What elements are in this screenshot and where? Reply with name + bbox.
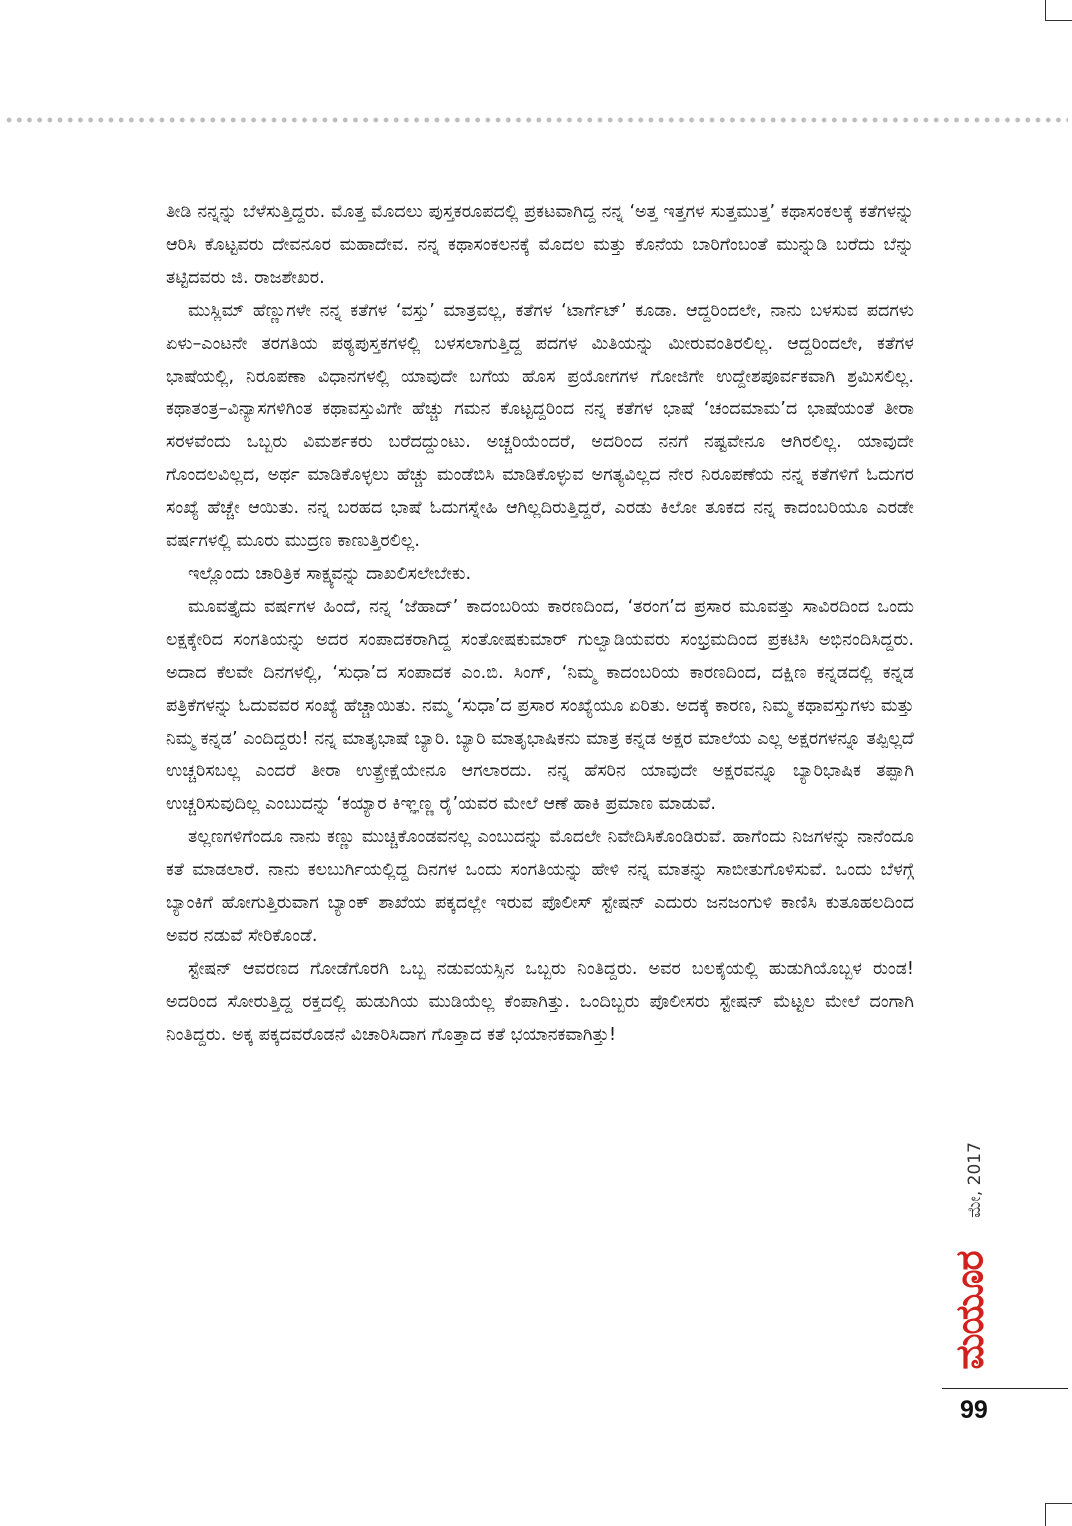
magazine-logo-text: ಮಯೂರ — [947, 1250, 992, 1370]
page-number: 99 — [960, 1396, 988, 1424]
folio-rule — [942, 1388, 1068, 1389]
crop-mark-bottom — [1045, 1503, 1072, 1526]
issue-date — [960, 1130, 990, 1230]
issue-date-text: ಮೇ, 2017 — [965, 1142, 986, 1218]
paragraph-5: ತಲ್ಲಣಗಳಿಗೆಂದೂ ನಾನು ಕಣ್ಣು ಮುಚ್ಚಿಕೊಂಡವನಲ್ಲ ಎಂಬುದನ್ನು ಮೊದಲೇ ನಿವೇದಿಸಿಕೊಂಡಿರುವೆ. ಹಾಗೆಂದು ನಿಜಗಳನ್ನು ನಾನೆಂದೂ ಕತೆ ಮಾಡಲಾರೆ. ನಾನು ಕಲಬುರ್ಗಿಯಲ್ಲಿದ್ದ ದಿನಗಳ ಒಂದು ಸಂಗತಿಯನ್ನು ಹೇಳಿ ನನ್ನ ಮಾತನ್ನು ಸಾಬೀತುಗೊಳಿಸುವೆ. ಒಂದು ಬೆಳಗ್ಗೆ ಬ್ಯಾಂಕಿಗೆ ಹೋಗುತ್ತಿರುವಾಗ ಬ್ಯಾಂಕ್ ಶಾಖೆಯ ಪಕ್ಕದಲ್ಲೇ ಇರುವ ಪೊಲೀಸ್ ಸ್ಟೇಷನ್ ಎದುರು ಜನಜಂಗುಳಿ ಕಾಣಿಸಿ ಕುತೂಹಲದಿಂದ ಅವರ ನಡುವೆ ಸೇರಿಕೊಂಡೆ. — [166, 827, 914, 946]
paragraph-4: ಮೂವತ್ತೈದು ವರ್ಷಗಳ ಹಿಂದೆ, ನನ್ನ ‘ಜೆಹಾದ್’ ಕಾದಂಬರಿಯ ಕಾರಣದಿಂದ, ‘ತರಂಗ’ದ ಪ್ರಸಾರ ಮೂವತ್ತು ಸಾವಿರದಿಂದ ಒಂದು ಲಕ್ಷಕ್ಕೇರಿದ ಸಂಗತಿಯನ್ನು ಅದರ ಸಂಪಾದಕರಾಗಿದ್ದ ಸಂತೋಷಕುಮಾರ್ ಗುಲ್ವಾಡಿಯವರು ಸಂಭ್ರಮದಿಂದ ಪ್ರಕಟಿಸಿ ಅಭಿನಂದಿಸಿದ್ದರು. ಅದಾದ ಕೆಲವೇ ದಿನಗಳಲ್ಲಿ, ‘ಸುಧಾ’ದ ಸಂಪಾದಕ ಎಂ.ಬಿ. ಸಿಂಗ್, ‘ನಿಮ್ಮ ಕಾದಂಬರಿಯ ಕಾರಣದಿಂದ, ದಕ್ಷಿಣ ಕನ್ನಡದಲ್ಲಿ ಕನ್ನಡ ಪತ್ರಿಕೆಗಳನ್ನು ಓದುವವರ ಸಂಖ್ಯೆ ಹೆಚ್ಚಾಯಿತು. ನಮ್ಮ ‘ಸುಧಾ’ದ ಪ್ರಸಾರ ಸಂಖ್ಯೆಯೂ ಏರಿತು. ಅದಕ್ಕೆ ಕಾರಣ, ನಿಮ್ಮ ಕಥಾವಸ್ತುಗಳು ಮತ್ತು ನಿಮ್ಮ ಕನ್ನಡ’ ಎಂದಿದ್ದರು! ನನ್ನ ಮಾತೃಭಾಷೆ ಬ್ಯಾರಿ. ಬ್ಯಾರಿ ಮಾತೃಭಾಷಿಕನು ಮಾತ್ರ ಕನ್ನಡ ಅಕ್ಷರ ಮಾಲೆಯ ಎಲ್ಲ ಅಕ್ಷರಗಳನ್ನೂ ತಪ್ಪಿಲ್ಲದೆ ಉಚ್ಚರಿಸಬಲ್ಲ ಎಂದರೆ ತೀರಾ ಉತ್ಪ್ರೇಕ್ಷೆಯೇನೂ ಆಗಲಾರದು. ನನ್ನ ಹೆಸರಿನ ಯಾವುದೇ ಅಕ್ಷರವನ್ನೂ ಬ್ಯಾರಿಭಾಷಿಕ ತಪ್ಪಾಗಿ ಉಚ್ಚರಿಸುವುದಿಲ್ಲ ಎಂಬುದನ್ನು ‘ಕಯ್ಯಾರ ಕಿಞ್ಞಣ್ಣ ರೈ’ಯವರ ಮೇಲೆ ಆಣೆ ಹಾಕಿ ಪ್ರಮಾಣ ಮಾಡುವೆ. — [166, 596, 914, 815]
article-body — [166, 196, 914, 1426]
paragraph-1: ತೀಡಿ ನನ್ನನ್ನು ಬೆಳೆಸುತ್ತಿದ್ದರು. ಮೊತ್ತ ಮೊದಲು ಪುಸ್ತಕರೂಪದಲ್ಲಿ ಪ್ರಕಟವಾಗಿದ್ದ ನನ್ನ ‘ಅತ್ತ ಇತ್ತಗಳ ಸುತ್ತಮುತ್ತ’ ಕಥಾಸಂಕಲಕ್ಕೆ ಕತೆಗಳನ್ನು ಆರಿಸಿ ಕೊಟ್ಟವರು ದೇವನೂರ ಮಹಾದೇವ. ನನ್ನ ಕಥಾಸಂಕಲನಕ್ಕೆ ಮೊದಲ ಮತ್ತು ಕೊನೆಯ ಬಾರಿಗೆಂಬಂತೆ ಮುನ್ನುಡಿ ಬರೆದು ಬೆನ್ನು ತಟ್ಟಿದವರು ಜಿ. ರಾಜಶೇಖರ. — [166, 202, 914, 288]
magazine-logo — [947, 1238, 992, 1382]
paragraph-2: ಮುಸ್ಲಿಮ್ ಹೆಣ್ಣುಗಳೇ ನನ್ನ ಕತೆಗಳ ‘ವಸ್ತು’ ಮಾತ್ರವಲ್ಲ, ಕತೆಗಳ ‘ಟಾರ್ಗೆಟ್’ ಕೂಡಾ. ಆದ್ದರಿಂದಲೇ, ನಾನು ಬಳಸುವ ಪದಗಳು ಏಳು–ಎಂಟನೇ ತರಗತಿಯ ಪಠ್ಯಪುಸ್ತಕಗಳಲ್ಲಿ ಬಳಸಲಾಗುತ್ತಿದ್ದ ಪದಗಳ ಮಿತಿಯನ್ನು ಮೀರುವಂತಿರಲಿಲ್ಲ. ಆದ್ದರಿಂದಲೇ, ಕತೆಗಳ ಭಾಷೆಯಲ್ಲಿ, ನಿರೂಪಣಾ ವಿಧಾನಗಳಲ್ಲಿ ಯಾವುದೇ ಬಗೆಯ ಹೊಸ ಪ್ರಯೋಗಗಳ ಗೋಜಿಗೇ ಉದ್ದೇಶಪೂರ್ವಕವಾಗಿ ಶ್ರಮಿಸಲಿಲ್ಲ. ಕಥಾತಂತ್ರ–ವಿನ್ಯಾಸಗಳಿಗಿಂತ ಕಥಾವಸ್ತುವಿಗೇ ಹೆಚ್ಚು ಗಮನ ಕೊಟ್ಟದ್ದರಿಂದ ನನ್ನ ಕತೆಗಳ ಭಾಷೆ ‘ಚಂದಮಾಮ’ದ ಭಾಷೆಯಂತೆ ತೀರಾ ಸರಳವೆಂದು ಒಬ್ಬರು ವಿಮರ್ಶಕರು ಬರೆದದ್ದುಂಟು. ಅಚ್ಚರಿಯೆಂದರೆ, ಅದರಿಂದ ನನಗೆ ನಷ್ಟವೇನೂ ಆಗಿರಲಿಲ್ಲ. ಯಾವುದೇ ಗೊಂದಲವಿಲ್ಲದ, ಅರ್ಥ ಮಾಡಿಕೊಳ್ಳಲು ಹೆಚ್ಚು ಮಂಡೆಬಿಸಿ ಮಾಡಿಕೊಳ್ಳುವ ಅಗತ್ಯವಿಲ್ಲದ ನೇರ ನಿರೂಪಣೆಯ ನನ್ನ ಕತೆಗಳಿಗೆ ಓದುಗರ ಸಂಖ್ಯೆ ಹೆಚ್ಚೇ ಆಯಿತು. ನನ್ನ ಬರಹದ ಭಾಷೆ ಓದುಗಸ್ನೇಹಿ ಆಗಿಲ್ಲದಿರುತ್ತಿದ್ದರೆ, ಎರಡು ಕಿಲೋ ತೂಕದ ನನ್ನ ಕಾದಂಬರಿಯೂ ಎರಡೇ ವರ್ಷಗಳಲ್ಲಿ ಮೂರು ಮುದ್ರಣ ಕಾಣುತ್ತಿರಲಿಲ್ಲ. — [166, 300, 914, 552]
paragraph-6: ಸ್ಟೇಷನ್ ಆವರಣದ ಗೋಡೆಗೊರಗಿ ಒಬ್ಬ ನಡುವಯಸ್ಸಿನ ಒಬ್ಬರು ನಿಂತಿದ್ದರು. ಅವರ ಬಲಕೈಯಲ್ಲಿ ಹುಡುಗಿಯೊಬ್ಬಳ ರುಂಡ! ಅದರಿಂದ ಸೋರುತ್ತಿದ್ದ ರಕ್ತದಲ್ಲಿ ಹುಡುಗಿಯ ಮುಡಿಯೆಲ್ಲ ಕೆಂಪಾಗಿತ್ತು. ಒಂದಿಬ್ಬರು ಪೊಲೀಸರು ಸ್ಟೇಷನ್ ಮೆಟ್ಟಲ ಮೇಲೆ ದಂಗಾಗಿ ನಿಂತಿದ್ದರು. ಅಕ್ಕ ಪಕ್ಕದವರೊಡನೆ ವಿಚಾರಿಸಿದಾಗ ಗೊತ್ತಾದ ಕತೆ ಭಯಾನಕವಾಗಿತ್ತು! — [166, 958, 914, 1045]
paragraph-3: ಇಲ್ಲೊಂದು ಚಾರಿತ್ರಿಕ ಸಾಕ್ಷ್ಯವನ್ನು ದಾಖಲಿಸಲೇಬೇಕು. — [188, 563, 472, 584]
dotted-header-rule — [4, 116, 1068, 124]
crop-mark-top — [1045, 0, 1072, 21]
